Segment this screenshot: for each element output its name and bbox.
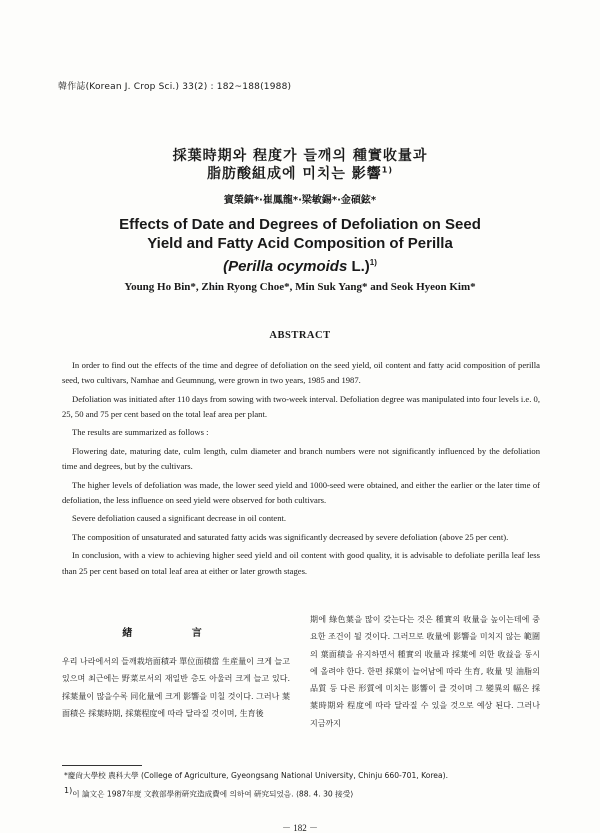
abstract-paragraph: In conclusion, with a view to achieving higher seed yield and oil content with good quality, it is advisable to defoliate perilla leaf less than 25 per cent based on total leaf area at either or later growth stages. bbox=[62, 550, 540, 576]
page-number: － 182 － bbox=[281, 823, 318, 833]
abstract-paragraph: The higher levels of defoliation was made, the lower seed yield and 1000-seed were obtained, and either the earlier or the later time of defoliation, the less influence on seed yield were observed for both cultivars. bbox=[62, 479, 540, 505]
english-title-authority: L.) bbox=[347, 258, 370, 275]
english-title-line-1: Effects of Date and Degrees of Defoliation on Seed bbox=[119, 216, 481, 233]
abstract-paragraph: Severe defoliation caused a significant decrease in oil content. bbox=[72, 513, 287, 524]
english-title-species: (Perilla ocymoids bbox=[223, 258, 348, 275]
english-authors: Young Ho Bin*, Zhin Ryong Choe*, Min Suk Yang* and Seok Hyeon Kim* bbox=[124, 281, 476, 293]
introduction-right-column: 期에 綠色葉을 많이 갖는다는 것은 種實의 收量을 높이는데에 중요한 조건이 될 것이다. 그러므로 收量에 影響을 미치지 않는 範圍의 葉面積을 유지하면서 種實의 收量과 採葉에 의한 收益을 동시에 올려야 한다. 한편 採葉이 늘어남에 따라 生育, 收量 및 油脂의 品質 등 다른 形質에 미치는 影響이 클 것이며 그 變異의 幅은 採葉時期와 程度에 따라 달라질 수 있을 것으로 예상 된다. 그러나 지금까지 bbox=[310, 615, 540, 728]
footnote-funding bbox=[64, 786, 353, 800]
abstract-paragraph: In order to find out the effects of the time and degree of defoliation on the seed yield, oil content and fatty acid composition of perilla seed, two cultivars, Namhae and Geumnung, were grown in two years, 1985 and 1987. bbox=[62, 360, 540, 386]
korean-title-line-2-text: 脂肪酸組成에 미치는 影響 bbox=[206, 166, 382, 182]
introduction-left-column: 우리 나라에서의 들깨栽培面積과 單位面積當 生産量이 크게 늘고 있으며 최근에는 野菜로서의 재일반 층도 아울러 크게 늘고 있다. 採葉量이 많을수록 同化量에 크게 影響을 미칠 것이다. 그러나 葉面積은 採葉時期, 採葉程度에 따라 달라질 것이며, 生育後 bbox=[62, 657, 290, 718]
introduction-heading: 緖 言 bbox=[122, 628, 230, 639]
abstract-paragraph: The results are summarized as follows : bbox=[72, 427, 209, 438]
korean-title-line-2 bbox=[0, 163, 600, 183]
abstract-paragraph: Defoliation was initiated after 110 days from sowing with two-week interval. Defoliation degree was manipulated into four levels i.e. 0, 25, 50 and 75 per cent based on the total leaf area per plant. bbox=[62, 393, 540, 419]
abstract-heading: ABSTRACT bbox=[269, 330, 331, 341]
abstract-body bbox=[62, 358, 540, 582]
abstract-paragraph: The composition of unsaturated and saturated fatty acids was significantly decreased by severe defoliation (above 25 per cent). bbox=[72, 531, 509, 542]
footnote-divider bbox=[62, 765, 142, 766]
footnote-funding-text: 이 論文은 1987年度 文敎部學術硏究造成費에 의하여 硏究되었음. ⟨88. 4. 30 接受⟩ bbox=[72, 789, 354, 799]
journal-header: 韓作誌(Korean J. Crop Sci.) 33(2) : 182~188(1988) bbox=[58, 82, 292, 92]
korean-title-footnote-mark: 1) bbox=[381, 165, 394, 175]
english-title-line-3 bbox=[0, 253, 600, 276]
english-title-footnote-mark: 1) bbox=[369, 258, 377, 267]
korean-authors: 賓榮鎬*·崔鳳龍*·梁敏錫*·金碩鉉* bbox=[223, 195, 377, 206]
korean-title-line-1: 採葉時期와 程度가 들깨의 種實收量과 bbox=[172, 148, 428, 164]
footnote-affiliation: *慶尙大學校 農科大學 (College of Agriculture, Gyeongsang National University, Chinju 660-701, Korea). bbox=[64, 771, 449, 780]
abstract-paragraph: Flowering date, maturing date, culm length, culm diameter and branch numbers were not significantly influenced by the defoliation time and degrees, but by the cultivars. bbox=[62, 445, 540, 472]
english-title-line-2: Yield and Fatty Acid Composition of Perilla bbox=[147, 235, 453, 252]
footnote-funding-mark: 1) bbox=[64, 786, 73, 795]
